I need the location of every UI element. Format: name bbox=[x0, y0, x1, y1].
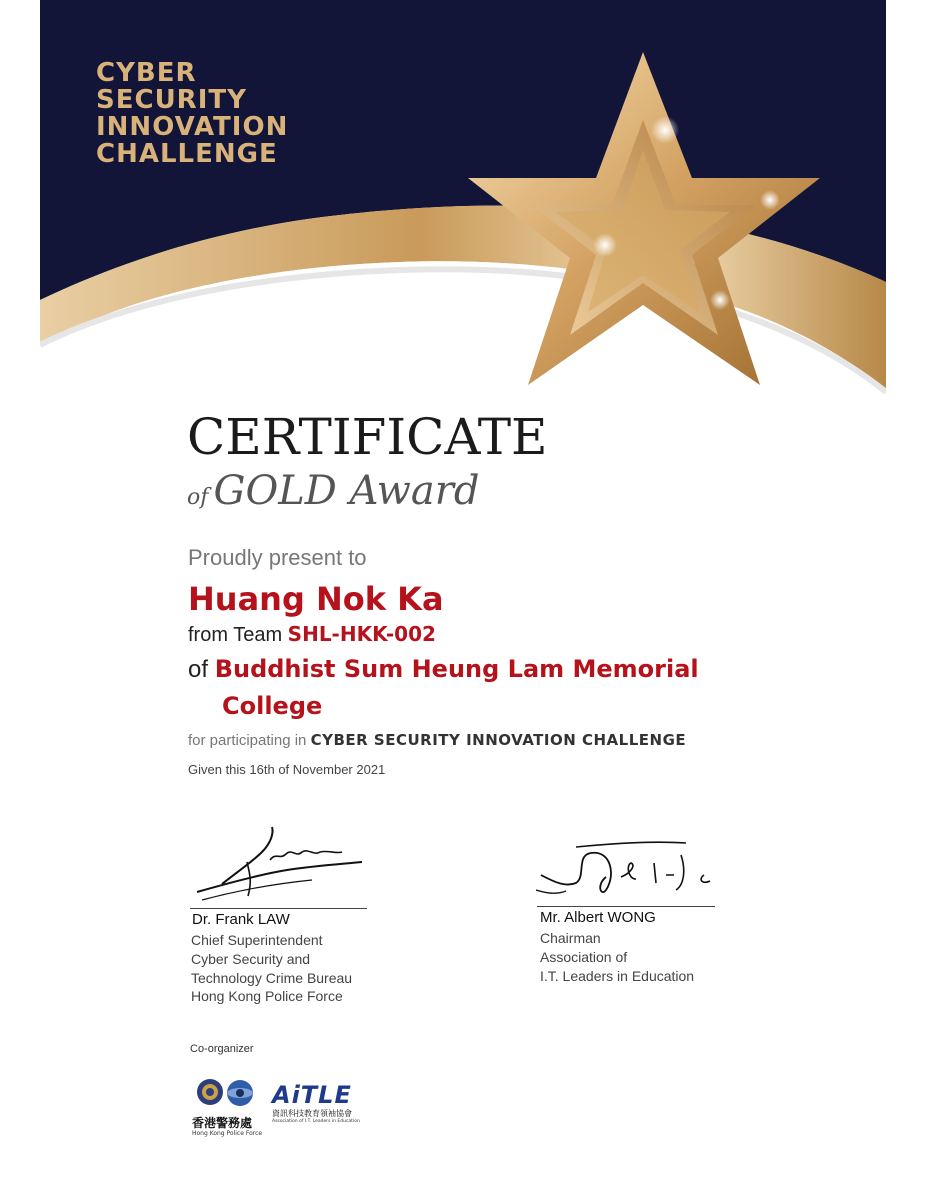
signatory-2-role-2: Association of bbox=[540, 949, 628, 965]
event-logo bbox=[96, 60, 288, 168]
team-label: from Team bbox=[188, 624, 283, 646]
police-name-cn: 香港警務處 bbox=[192, 1116, 253, 1130]
college-line-1 bbox=[188, 655, 699, 684]
police-badge-icon bbox=[192, 1076, 262, 1112]
event-name: CYBER SECURITY INNOVATION CHALLENGE bbox=[310, 731, 687, 749]
aitle-name-en: Association of I.T. Leaders in Education bbox=[272, 1119, 360, 1124]
college-name-1: Buddhist Sum Heung Lam Memorial bbox=[214, 655, 699, 683]
of-label: of bbox=[188, 656, 209, 683]
signatory-1-role-2: Cyber Security and bbox=[191, 951, 311, 967]
aitle-logo bbox=[272, 1082, 372, 1132]
signatory-1-role-1: Chief Superintendent bbox=[191, 932, 323, 948]
logo-line-3: INNOVATION bbox=[96, 112, 289, 142]
police-name-en: Hong Kong Police Force bbox=[192, 1130, 263, 1137]
college-name-2: College bbox=[222, 692, 323, 720]
logo-line-2: SECURITY bbox=[96, 85, 247, 115]
signature-frank-law bbox=[192, 822, 367, 907]
present-line: Proudly present to bbox=[188, 545, 367, 570]
hong-kong-police-logo bbox=[192, 1076, 262, 1136]
signature-line-1 bbox=[190, 908, 367, 909]
participating-label: for participating in bbox=[188, 732, 307, 749]
logo-line-1: CYBER bbox=[96, 58, 197, 88]
award-of: of bbox=[187, 485, 209, 510]
aitle-wordmark: AiTLE bbox=[272, 1081, 352, 1109]
aitle-name-cn: 資訊科技教育領袖協會 bbox=[272, 1109, 352, 1118]
signatory-1-role-3: Technology Crime Bureau bbox=[191, 970, 353, 986]
signatory-2-role-1: Chairman bbox=[540, 930, 601, 946]
signature-albert-wong bbox=[536, 835, 716, 905]
signature-line-2 bbox=[537, 906, 715, 907]
signatory-2-name: Mr. Albert WONG bbox=[540, 909, 656, 926]
award-name: GOLD Award bbox=[213, 468, 480, 514]
signatory-2-role-3: I.T. Leaders in Education bbox=[540, 968, 695, 984]
participation-line bbox=[188, 731, 686, 749]
signatory-1-role-4: Hong Kong Police Force bbox=[191, 988, 343, 1004]
team-line bbox=[188, 622, 436, 647]
logo-line-4: CHALLENGE bbox=[96, 139, 278, 169]
award-subtitle bbox=[187, 468, 479, 514]
coorganizer-label: Co-organizer bbox=[190, 1043, 254, 1055]
team-id: SHL-HKK-002 bbox=[287, 622, 436, 646]
given-date: Given this 16th of November 2021 bbox=[188, 762, 386, 777]
recipient-name: Huang Nok Ka bbox=[188, 580, 444, 618]
certificate-title: CERTIFICATE bbox=[187, 408, 548, 466]
signatory-1-name: Dr. Frank LAW bbox=[192, 911, 290, 928]
